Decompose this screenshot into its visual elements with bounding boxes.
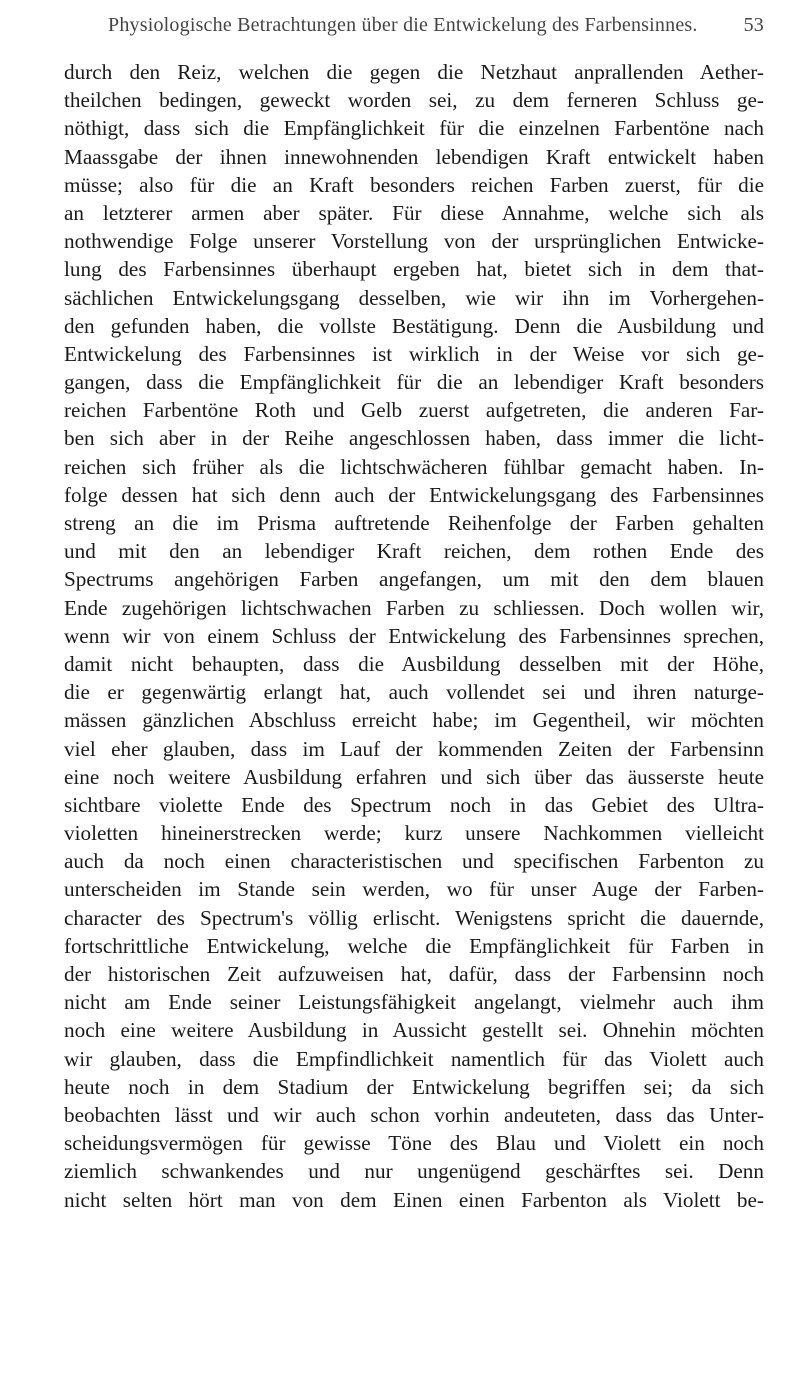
page-number: 53 (743, 14, 764, 36)
text-line: reichen Farbentöne Roth und Gelb zuerst aufgetreten, die anderen Far- (64, 398, 764, 423)
text-line: Maassgabe der ihnen innewohnenden lebendigen Kraft entwickelt haben (64, 144, 764, 169)
text-line: auch da noch einen characteristischen und specifischen Farbenton zu (64, 849, 764, 874)
text-line: müsse; also für die an Kraft besonders reichen Farben zuerst, für die (64, 172, 764, 197)
text-line: folge dessen hat sich denn auch der Entwickelungsgang des Farbensinnes (64, 482, 764, 507)
text-line: scheidungsvermögen für gewisse Töne des Blau und Violett ein noch (64, 1131, 764, 1156)
text-line: ziemlich schwankendes und nur ungenügend geschärftes sei. Denn (64, 1159, 764, 1184)
text-line: eine noch weitere Ausbildung erfahren und sich über das äusserste heute (64, 764, 764, 789)
text-line: sichtbare violette Ende des Spectrum noch in das Gebiet des Ultra- (64, 792, 764, 817)
text-line: theilchen bedingen, geweckt worden sei, zu dem ferneren Schluss ge- (64, 88, 764, 113)
running-title: Physiologische Betrachtungen über die Entwickelung des Farbensinnes. (108, 14, 698, 36)
text-line: fortschrittliche Entwickelung, welche die Empfänglichkeit für Farben in (64, 933, 764, 958)
text-line: heute noch in dem Stadium der Entwickelung begriffen sei; da sich (64, 1074, 764, 1099)
text-line: nicht selten hört man von dem Einen einen Farbenton als Violett be- (64, 1187, 764, 1212)
text-line: Ende zugehörigen lichtschwachen Farben zu schliessen. Doch wollen wir, (64, 595, 764, 620)
text-line: lung des Farbensinnes überhaupt ergeben hat, bietet sich in dem that- (64, 257, 764, 282)
text-line: gangen, dass die Empfänglichkeit für die an lebendiger Kraft besonders (64, 370, 764, 395)
text-line: damit nicht behaupten, dass die Ausbildung desselben mit der Höhe, (64, 651, 764, 676)
text-line: der historischen Zeit aufzuweisen hat, dafür, dass der Farbensinn noch (64, 962, 764, 986)
text-line: nothwendige Folge unserer Vorstellung von der ursprünglichen Entwicke- (64, 229, 764, 254)
text-line: reichen sich früher als die lichtschwächeren fühlbar gemacht haben. In- (64, 454, 764, 479)
text-line: violetten hineinerstrecken werde; kurz unsere Nachkommen vielleicht (64, 821, 764, 846)
text-line: unterscheiden im Stande sein werden, wo für unser Auge der Farben- (64, 877, 764, 902)
text-line: durch den Reiz, welchen die gegen die Netzhaut anprallenden Aether- (64, 60, 764, 84)
text-line: character des Spectrum's völlig erlischt. Wenigstens spricht die dauernde, (64, 905, 764, 930)
text-line: beobachten lässt und wir auch schon vorhin andeuteten, dass das Unter- (64, 1102, 764, 1127)
text-line: nöthigt, dass sich die Empfänglichkeit für die einzelnen Farbentöne nach (64, 116, 764, 141)
text-line: nicht am Ende seiner Leistungsfähigkeit angelangt, vielmehr auch ihm (64, 990, 764, 1015)
text-line: streng an die im Prisma auftretende Reihenfolge der Farben gehalten (64, 511, 764, 535)
body-text (64, 58, 764, 1214)
text-line: den gefunden haben, die vollste Bestätigung. Denn die Ausbildung und (64, 313, 764, 338)
text-line: Spectrums angehörigen Farben angefangen, um mit den dem blauen (64, 567, 764, 592)
text-line: noch eine weitere Ausbildung in Aussicht gestellt sei. Ohnehin möchten (64, 1018, 764, 1043)
text-line: Entwickelung des Farbensinnes ist wirklich in der Weise vor sich ge- (64, 341, 764, 366)
text-line: viel eher glauben, dass im Lauf der kommenden Zeiten der Farbensinn (64, 736, 764, 761)
text-line: wir glauben, dass die Empfindlichkeit namentlich für das Violett auch (64, 1046, 764, 1071)
text-line: ben sich aber in der Reihe angeschlossen haben, dass immer die licht- (64, 426, 764, 451)
text-line: die er gegenwärtig erlangt hat, auch vollendet sei und ihren naturge- (64, 680, 764, 705)
text-line: wenn wir von einem Schluss der Entwickelung des Farbensinnes sprechen, (64, 623, 764, 648)
text-line: mässen gänzlichen Abschluss erreicht habe; im Gegentheil, wir möchten (64, 708, 764, 733)
text-line: sächlichen Entwickelungsgang desselben, wie wir ihn im Vorhergehen- (64, 285, 764, 310)
text-line: an letzterer armen aber später. Für diese Annahme, welche sich als (64, 200, 764, 225)
running-header (64, 14, 764, 48)
text-line: und mit den an lebendiger Kraft reichen, dem rothen Ende des (64, 539, 764, 564)
